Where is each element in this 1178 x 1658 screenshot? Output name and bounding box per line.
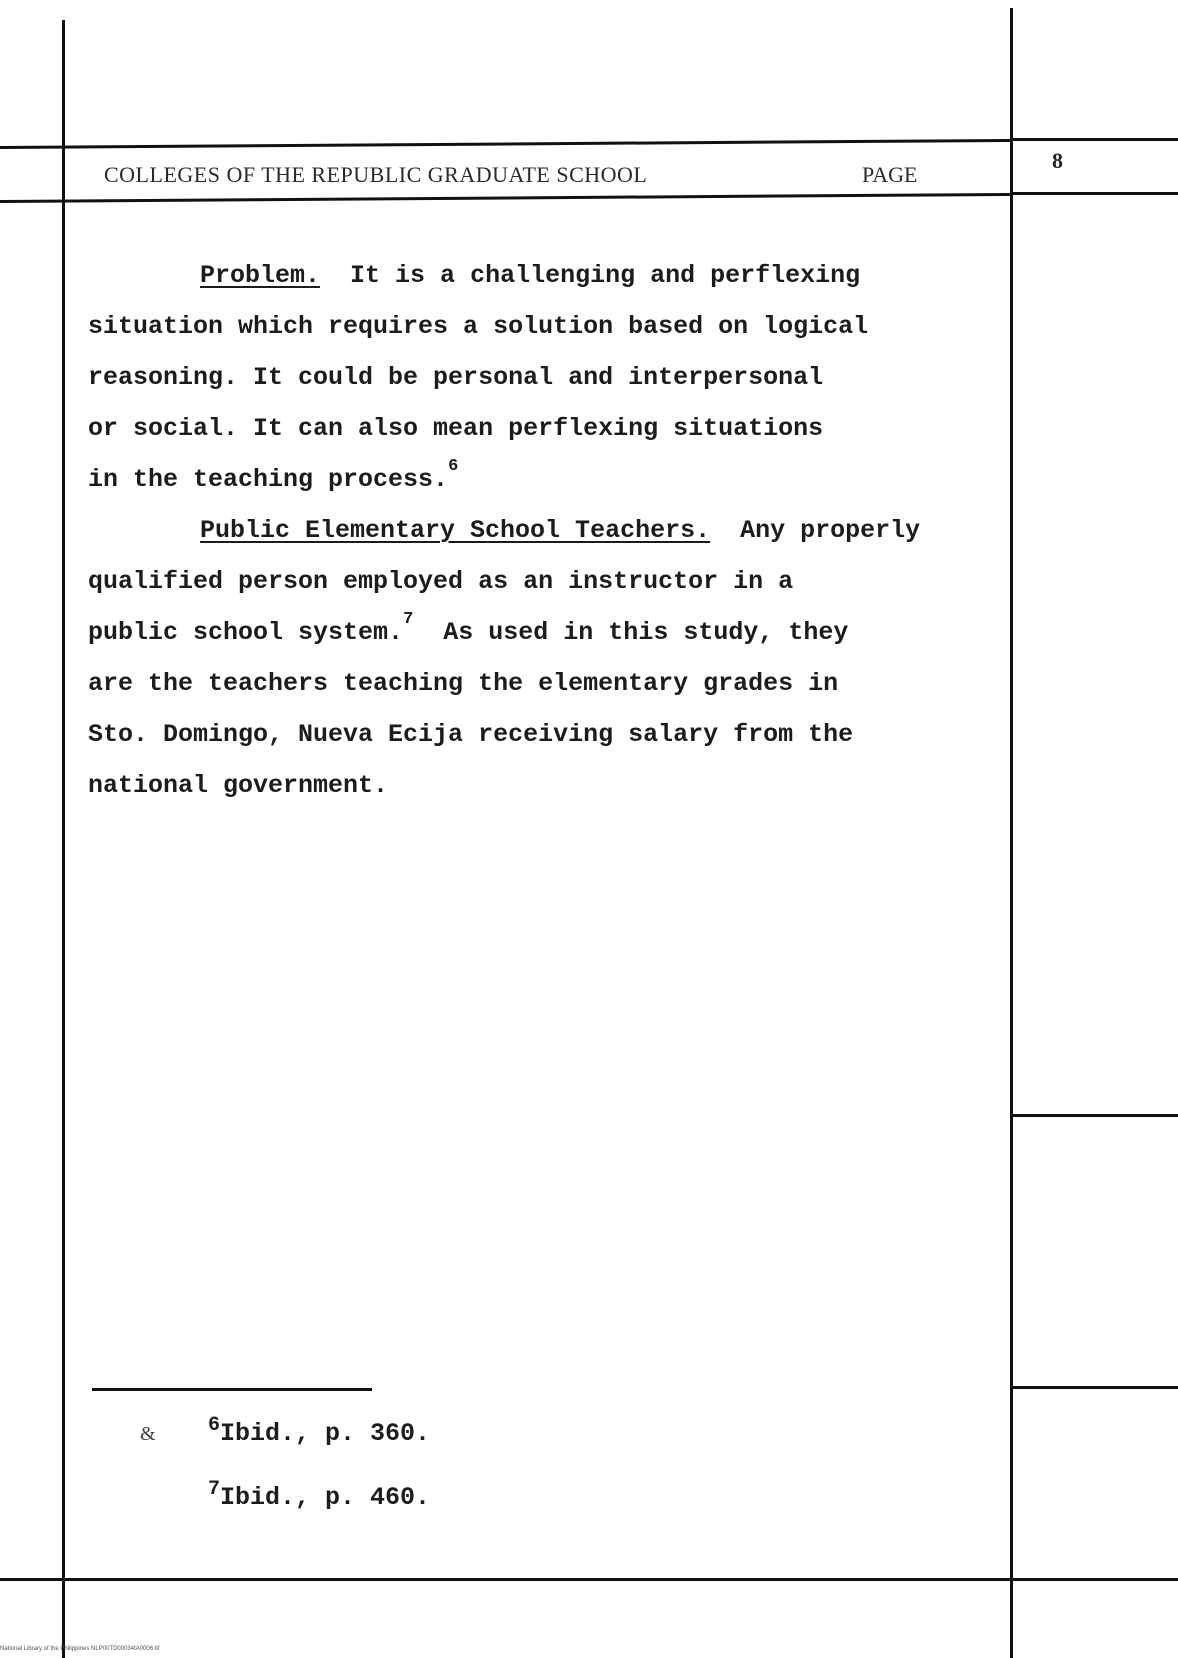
paragraph-problem-line-4: or social. It can also mean perflexing situations: [88, 414, 824, 443]
paragraph-teachers-line-6: national government.: [88, 771, 389, 800]
right-column-rule-1: [1012, 1114, 1178, 1117]
footnote-ref-7: 7: [403, 610, 414, 629]
text: As used in this study, they: [443, 618, 849, 647]
footnote-mark: &: [140, 1423, 156, 1445]
footnote-text: Ibid., p. 460.: [220, 1483, 431, 1512]
paragraph-teachers-line-1: [88, 505, 1018, 556]
page-label: PAGE: [862, 162, 918, 187]
footnote-separator: [92, 1388, 372, 1391]
text: It is a challenging and perflexing: [350, 261, 861, 290]
paragraph-teachers-line-4: are the teachers teaching the elementary grades in: [88, 669, 839, 698]
footnote-ref-6: 6: [448, 457, 459, 476]
header-top-rule-right: [1010, 138, 1178, 141]
footnote-7: [140, 1478, 430, 1542]
bottom-rule: [0, 1578, 1178, 1581]
footnotes: [140, 1414, 430, 1542]
paragraph-problem-line-5: [88, 454, 1018, 505]
text: Any properly: [740, 516, 921, 545]
paragraph-teachers-line-5: Sto. Domingo, Nueva Ecija receiving salary from the: [88, 720, 854, 749]
header-bottom-rule: [0, 193, 1010, 203]
term-problem: Problem.: [200, 261, 321, 290]
footnote-number: 7: [208, 1478, 221, 1501]
right-column-rule-2: [1012, 1386, 1178, 1389]
paragraph-problem-line-2: situation which requires a solution based on logical: [88, 312, 869, 341]
scan-footer: National Library of the Philippines NLP00TD00034tA0006.tif: [0, 1646, 160, 1652]
paragraph-problem-line-3: reasoning. It could be personal and interpersonal: [88, 363, 824, 392]
paragraph-teachers-line-2: qualified person employed as an instructor in a: [88, 567, 794, 596]
footnote-number: 6: [208, 1414, 221, 1437]
paragraph-problem-line-1: [88, 250, 1018, 301]
school-header: COLLEGES OF THE REPUBLIC GRADUATE SCHOOL: [104, 162, 648, 187]
page-number: 8: [1052, 148, 1063, 173]
header-top-rule: [0, 139, 1010, 149]
footnote-6: [140, 1414, 430, 1478]
text: public school system.: [88, 618, 404, 647]
text: in the teaching process.: [88, 465, 449, 494]
term-public-elementary-school-teachers: Public Elementary School Teachers.: [200, 516, 711, 545]
paragraph-teachers-line-3: [88, 607, 1018, 658]
header-bottom-rule-right: [1010, 192, 1178, 195]
body-text: [88, 250, 1018, 811]
footnote-text: Ibid., p. 360.: [220, 1419, 431, 1448]
left-margin-rule: [62, 20, 65, 1658]
